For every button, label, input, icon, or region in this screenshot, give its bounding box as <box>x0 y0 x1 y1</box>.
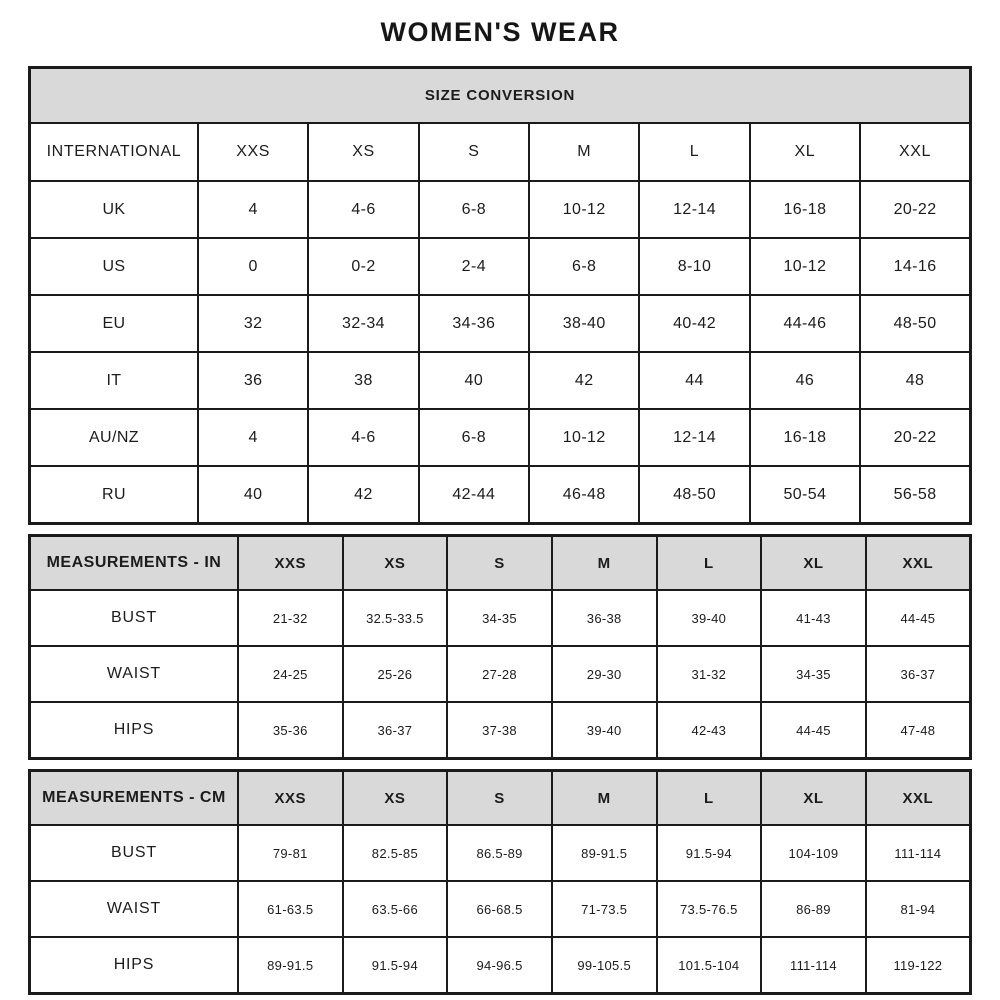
row-cm-bust <box>30 825 971 881</box>
cell-cm-waist-xl: 86-89 <box>761 881 866 937</box>
in-col-header-xxl: XXL <box>866 536 971 591</box>
cell-in-waist-s: 27-28 <box>447 646 552 702</box>
cell-in-hips-s: 37-38 <box>447 702 552 759</box>
cm-col-header-l: L <box>657 771 762 826</box>
cell-cm-hips-xs: 91.5-94 <box>343 937 448 994</box>
cell-in-hips-m: 39-40 <box>552 702 657 759</box>
col-header-xl: XL <box>750 123 860 181</box>
cell-cm-bust-xxs: 79-81 <box>238 825 343 881</box>
cell-cm-bust-xl: 104-109 <box>761 825 866 881</box>
cell-it-xxl: 48 <box>860 352 970 409</box>
measurements-in-title: MEASUREMENTS - IN <box>30 536 238 591</box>
cell-uk-xxs: 4 <box>198 181 308 238</box>
col-header-xxs: XXS <box>198 123 308 181</box>
cell-in-waist-xxl: 36-37 <box>866 646 971 702</box>
cell-in-waist-xs: 25-26 <box>343 646 448 702</box>
in-col-header-m: M <box>552 536 657 591</box>
cell-cm-bust-s: 86.5-89 <box>447 825 552 881</box>
in-col-header-xl: XL <box>761 536 866 591</box>
cell-uk-xs: 4-6 <box>308 181 418 238</box>
cell-it-m: 42 <box>529 352 639 409</box>
cell-in-bust-l: 39-40 <box>657 590 762 646</box>
cell-us-l: 8-10 <box>639 238 749 295</box>
measurements-cm-title: MEASUREMENTS - CM <box>30 771 238 826</box>
cell-cm-waist-xs: 63.5-66 <box>343 881 448 937</box>
cell-us-s: 2-4 <box>419 238 529 295</box>
cell-ru-l: 48-50 <box>639 466 749 524</box>
cell-in-bust-s: 34-35 <box>447 590 552 646</box>
size-conversion-header-row <box>30 68 971 124</box>
cell-it-xl: 46 <box>750 352 860 409</box>
row-label-ru: RU <box>30 466 198 524</box>
cell-it-s: 40 <box>419 352 529 409</box>
cell-eu-s: 34-36 <box>419 295 529 352</box>
cell-eu-xxl: 48-50 <box>860 295 970 352</box>
measurements-cm-header-row <box>30 771 971 826</box>
size-conversion-table <box>28 66 972 525</box>
cell-in-hips-l: 42-43 <box>657 702 762 759</box>
cell-cm-bust-m: 89-91.5 <box>552 825 657 881</box>
row-label-in-bust: BUST <box>30 590 238 646</box>
cell-cm-hips-xl: 111-114 <box>761 937 866 994</box>
cell-us-xxs: 0 <box>198 238 308 295</box>
cell-in-bust-xs: 32.5-33.5 <box>343 590 448 646</box>
cm-col-header-xl: XL <box>761 771 866 826</box>
cell-in-waist-l: 31-32 <box>657 646 762 702</box>
cell-ru-xxl: 56-58 <box>860 466 970 524</box>
cell-cm-hips-xxl: 119-122 <box>866 937 971 994</box>
row-label-eu: EU <box>30 295 198 352</box>
cell-cm-waist-s: 66-68.5 <box>447 881 552 937</box>
cell-eu-xxs: 32 <box>198 295 308 352</box>
col-header-xxl: XXL <box>860 123 970 181</box>
cell-aunz-xs: 4-6 <box>308 409 418 466</box>
cell-eu-xs: 32-34 <box>308 295 418 352</box>
row-us <box>30 238 971 295</box>
cell-in-hips-xxl: 47-48 <box>866 702 971 759</box>
cell-aunz-xxl: 20-22 <box>860 409 970 466</box>
row-label-cm-bust: BUST <box>30 825 238 881</box>
row-in-bust <box>30 590 971 646</box>
row-label-uk: UK <box>30 181 198 238</box>
cell-eu-m: 38-40 <box>529 295 639 352</box>
row-it <box>30 352 971 409</box>
row-in-hips <box>30 702 971 759</box>
size-conversion-column-header-row <box>30 123 971 181</box>
cell-aunz-s: 6-8 <box>419 409 529 466</box>
col-header-international: INTERNATIONAL <box>30 123 198 181</box>
cell-cm-hips-xxs: 89-91.5 <box>238 937 343 994</box>
cm-col-header-xxl: XXL <box>866 771 971 826</box>
in-col-header-s: S <box>447 536 552 591</box>
cm-col-header-s: S <box>447 771 552 826</box>
cell-in-bust-xl: 41-43 <box>761 590 866 646</box>
cell-ru-xs: 42 <box>308 466 418 524</box>
row-label-cm-waist: WAIST <box>30 881 238 937</box>
cell-in-bust-xxs: 21-32 <box>238 590 343 646</box>
cell-cm-bust-xs: 82.5-85 <box>343 825 448 881</box>
cell-aunz-l: 12-14 <box>639 409 749 466</box>
row-in-waist <box>30 646 971 702</box>
cell-cm-hips-s: 94-96.5 <box>447 937 552 994</box>
cell-in-bust-xxl: 44-45 <box>866 590 971 646</box>
col-header-m: M <box>529 123 639 181</box>
cell-eu-xl: 44-46 <box>750 295 860 352</box>
row-label-cm-hips: HIPS <box>30 937 238 994</box>
in-col-header-xs: XS <box>343 536 448 591</box>
cell-it-xs: 38 <box>308 352 418 409</box>
col-header-l: L <box>639 123 749 181</box>
cell-cm-bust-xxl: 111-114 <box>866 825 971 881</box>
cell-in-waist-xl: 34-35 <box>761 646 866 702</box>
cell-in-waist-xxs: 24-25 <box>238 646 343 702</box>
cm-col-header-xs: XS <box>343 771 448 826</box>
cell-uk-xxl: 20-22 <box>860 181 970 238</box>
cell-cm-bust-l: 91.5-94 <box>657 825 762 881</box>
cell-ru-s: 42-44 <box>419 466 529 524</box>
col-header-xs: XS <box>308 123 418 181</box>
row-aunz <box>30 409 971 466</box>
cell-it-l: 44 <box>639 352 749 409</box>
row-cm-waist <box>30 881 971 937</box>
size-conversion-title: SIZE CONVERSION <box>30 68 971 124</box>
cell-cm-waist-xxs: 61-63.5 <box>238 881 343 937</box>
cell-in-hips-xxs: 35-36 <box>238 702 343 759</box>
row-label-it: IT <box>30 352 198 409</box>
in-col-header-xxs: XXS <box>238 536 343 591</box>
cell-uk-m: 10-12 <box>529 181 639 238</box>
cell-eu-l: 40-42 <box>639 295 749 352</box>
col-header-s: S <box>419 123 529 181</box>
measurements-in-table <box>28 534 972 760</box>
cell-cm-hips-m: 99-105.5 <box>552 937 657 994</box>
cell-ru-xxs: 40 <box>198 466 308 524</box>
cell-uk-xl: 16-18 <box>750 181 860 238</box>
cm-col-header-m: M <box>552 771 657 826</box>
measurements-cm-table <box>28 769 972 995</box>
row-label-us: US <box>30 238 198 295</box>
cell-cm-waist-m: 71-73.5 <box>552 881 657 937</box>
measurements-in-header-row <box>30 536 971 591</box>
row-label-aunz: AU/NZ <box>30 409 198 466</box>
row-eu <box>30 295 971 352</box>
cell-in-hips-xs: 36-37 <box>343 702 448 759</box>
in-col-header-l: L <box>657 536 762 591</box>
row-ru <box>30 466 971 524</box>
page-title: WOMEN'S WEAR <box>380 17 620 47</box>
cell-in-waist-m: 29-30 <box>552 646 657 702</box>
row-label-in-waist: WAIST <box>30 646 238 702</box>
cell-us-m: 6-8 <box>529 238 639 295</box>
cell-us-xs: 0-2 <box>308 238 418 295</box>
cell-in-bust-m: 36-38 <box>552 590 657 646</box>
row-uk <box>30 181 971 238</box>
cell-aunz-xl: 16-18 <box>750 409 860 466</box>
cell-cm-waist-xxl: 81-94 <box>866 881 971 937</box>
cell-uk-l: 12-14 <box>639 181 749 238</box>
cell-us-xxl: 14-16 <box>860 238 970 295</box>
cell-aunz-m: 10-12 <box>529 409 639 466</box>
row-cm-hips <box>30 937 971 994</box>
cell-cm-waist-l: 73.5-76.5 <box>657 881 762 937</box>
cm-col-header-xxs: XXS <box>238 771 343 826</box>
cell-in-hips-xl: 44-45 <box>761 702 866 759</box>
cell-cm-hips-l: 101.5-104 <box>657 937 762 994</box>
cell-it-xxs: 36 <box>198 352 308 409</box>
cell-ru-xl: 50-54 <box>750 466 860 524</box>
cell-aunz-xxs: 4 <box>198 409 308 466</box>
row-label-in-hips: HIPS <box>30 702 238 759</box>
cell-uk-s: 6-8 <box>419 181 529 238</box>
cell-us-xl: 10-12 <box>750 238 860 295</box>
cell-ru-m: 46-48 <box>529 466 639 524</box>
